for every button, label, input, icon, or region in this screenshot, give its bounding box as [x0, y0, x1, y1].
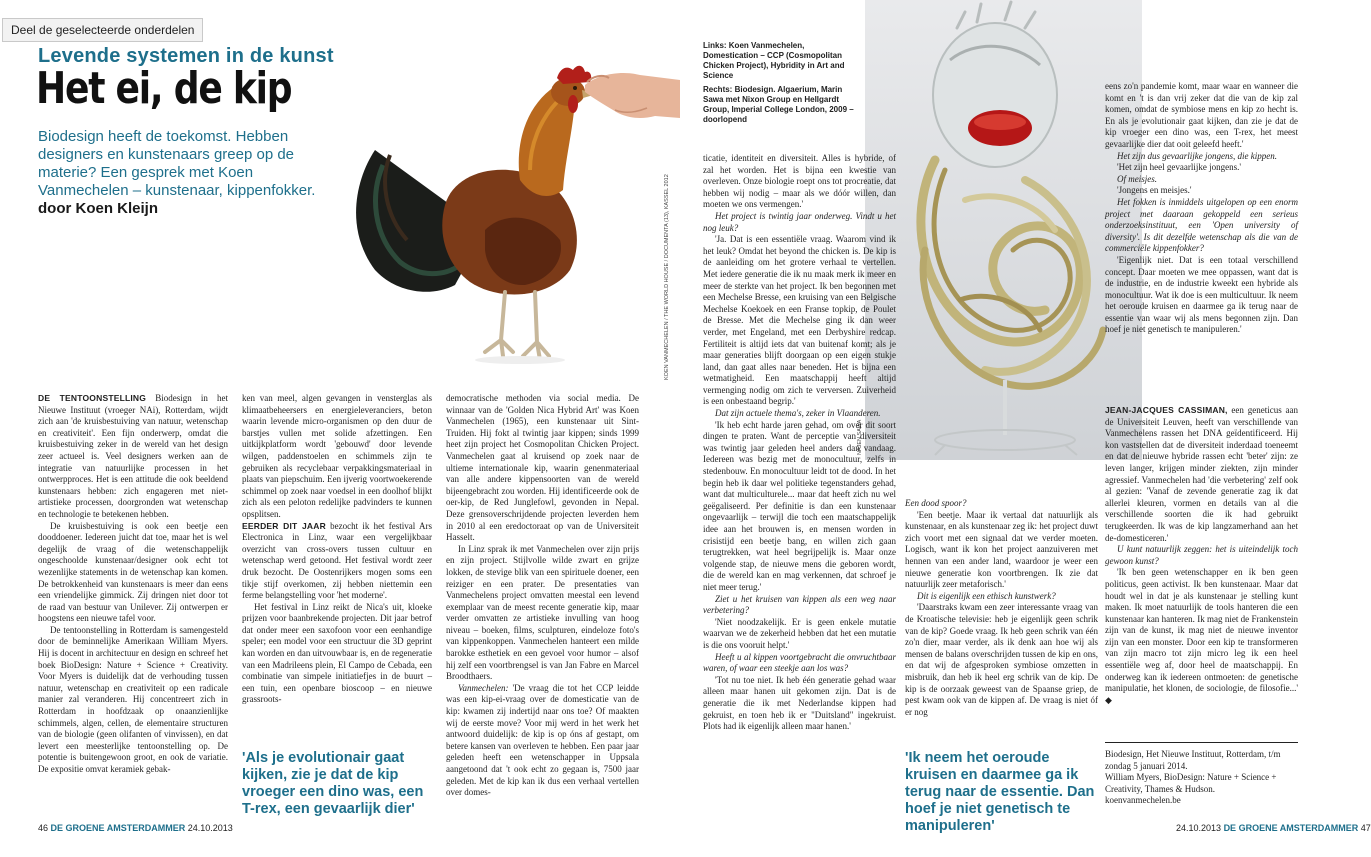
- paragraph-text: een geneticus aan de Universiteit Leuven, heeft van verschillende van Vanmechelens rassen het DNA geïdentificeerd. Hij kon vaststellen dat de diversiteit inderdaad toeneemt en dat de nieuwe hybride rassen echt 'beter' zijn: ze leven langer, krijgen minder ziekten, zijn minder agressief. Vanmechelen had 'die verbetering' zelf ook al gezien: 'Vanaf de zevende generatie zag ik dat allerlei kleuren, vormen en details van al die verschillende soorten die ik had gebruikt terugkeerden. Ik was de kip langzamerhand aan het de-domesticeren.': [1105, 405, 1299, 543]
- paragraph: [242, 602, 432, 706]
- info-box: [1105, 749, 1298, 809]
- column-6-top: [1105, 81, 1298, 381]
- paragraph: [703, 652, 896, 675]
- caption-right: Rechts: Biodesign. Algaerium, Marin Sawa met Nixon Group en Hellgardt Group, Imperial College London, 2009 – doorlopend: [703, 85, 854, 124]
- intro-byline: door Koen Kleijn: [38, 200, 158, 217]
- paragraph: [1105, 174, 1298, 186]
- paragraph-text: De tentoonstelling in Rotterdam is samengesteld door de beminnelijke Amerikaan William Myers. Hij is docent in architectuur en design en schreef het boek BioDesign: Nature + Science + Creativity. Voor Myers is duidelijk dat de verhouding tussen natuur, wetenschap en creativiteit op een radicale manier zal veranderen. Hij concentreert zich in Rotterdam in hoofdzaak op onaanzienlijke schimmels, algen, cellen, de elementaire structuren van de biologie (geen olifanten of vinvissen), en dat levert een meesterlijke tentoonstelling op. De potentie is buitengewoon groot, en ook de variatie. De expositie omvat keramiek gebak-: [38, 624, 228, 774]
- paragraph: [905, 591, 1098, 603]
- pullquote-left: 'Als je evolutionair gaat kijken, zie je dat de kip vroeger een dino was, een T-rex, een gevaarlijk dier': [242, 750, 424, 817]
- paragraph: [242, 521, 432, 602]
- lead-in: JEAN-JACQUES CASSIMAN,: [1105, 405, 1228, 415]
- paragraph-text: Een dood spoor?: [905, 498, 967, 508]
- paragraph-text: Heeft u al kippen voortgebracht die onvruchtbaar waren, of waar een steekje aan los was?: [703, 651, 896, 674]
- paragraph: [703, 211, 896, 234]
- folio-left: [38, 822, 233, 834]
- caption-left: Links: Koen Vanmechelen, Domestication – CCP (Cosmopolitan Chicken Project), Hybridity in Art and Science: [703, 41, 845, 80]
- paragraph: [446, 683, 639, 799]
- paragraph-text: Het zijn dus gevaarlijke jongens, die kippen.: [1117, 150, 1277, 161]
- rooster-photo: [335, 30, 680, 375]
- paragraph: [38, 393, 228, 521]
- speaker: Vanmechelen:: [458, 682, 509, 693]
- paragraph-text: Ziet u het kruisen van kippen als een weg naar verbetering?: [703, 593, 896, 616]
- paragraph: [703, 594, 896, 617]
- folio-right-date: 24.10.2013: [1176, 823, 1222, 833]
- paragraph: [1105, 197, 1298, 255]
- paragraph: [905, 498, 1098, 510]
- paragraph: [1105, 151, 1298, 163]
- column-6-bottom: [1105, 405, 1298, 735]
- paragraph: [38, 521, 228, 625]
- paragraph: [703, 420, 896, 594]
- paragraph-text: 'Ja. Dat is een essentiële vraag. Waarom vind ik het leuk? Omdat het beyond the chicken is. De kip is de aanleiding om het grotere verhaal te vertellen. Met iedere generatie die ik nu maak merk ik meer en meer de sterkte van het project. Ik ben begonnen met een Mechelse Bresse, een kruising van een Belgische Mechelse Koekoek en een Franse topkip, de Poulet de Bresse. Met die Mechelse ging ik dan weer verder, met Engeland, met een Derbyshire redcap. Fertiliteit is altijd iets dat van buitenaf komt; als je maar generaties blijft doorgaan op een eigen stukje land, dan gaat alles naar beneden. Het is bijna een wetmatigheid. Een maatschappij heeft altijd vermenging nodig om zich te verversen. Zuiverheid is een onbestaand begrip.': [703, 234, 896, 407]
- column-4: [703, 153, 896, 816]
- paragraph-text: bezocht ik het festival Ars Electronica in Linz, waar een vergelijkbaar overzicht van cross-overs tussen cultuur en wetenschap werd getoond. Het festival wordt zeer druk bezocht. De Oostenrijkers mogen soms een tikje stijf overkomen, zij hebben niettemin een ferme belangstelling voor 'het moderne'.: [242, 520, 432, 601]
- paragraph: [703, 153, 896, 211]
- paragraph: [446, 544, 639, 683]
- paragraph: [905, 602, 1098, 718]
- info-line-3: koenvanmechelen.be: [1105, 795, 1181, 806]
- folio-left-date: 24.10.2013: [187, 823, 233, 833]
- paragraph: [703, 234, 896, 408]
- paragraph-text: 'Eigenlijk niet. Dat is een totaal verschillend concept. Daar moeten we mee oppassen, want dat is de industrie, en de industrie kweekt een hybride als monocultuur. Wat ik doe is een multicultuur. Ik neem het oeroude kruisen en daarmee ga ik terug naar de essentie van waar wij als mens begonnen zijn. Dan hoef je niet genetisch te manipuleren.': [1105, 254, 1298, 335]
- paragraph-text: 'Jongens en meisjes.': [1117, 185, 1192, 196]
- paragraph-text: 'Tot nu toe niet. Ik heb één generatie gehad waar alleen maar hanen uit gekomen zijn. Dat is de generatie die ik met Nederlandse kippen had gekruist, en toen heb ik er "Duitsland" ingekruist. Plots had ik eigenlijk alleen maar hanen.': [703, 674, 896, 732]
- lead-in: EERDER DIT JAAR: [242, 520, 326, 531]
- algaerium-photo-credit: NAJEN SAWA: [857, 419, 863, 455]
- article-headline: Het ei, de kip: [36, 63, 292, 114]
- paragraph: [703, 408, 896, 420]
- paragraph-text: 'Daarstraks kwam een zeer interessante vraag van de Kroatische televisie: heb je eigenlijk geen schrik van de kip? Goede vraag. Ik heb geen schrik van één zo'n dier, maar verder, als ik denk aan hoe wij als mensen de balans overschrijden tussen de kip en ons, en dat wij de afgesproken symbiose omzetten in misbruik, dan heb ik heel erg schrik van de kip. De kip is de oorzaak geweest van de Spaanse griep, de pest kwam ook van de kippen af. De vraag is niet óf er nog: [905, 602, 1098, 717]
- column-5: [905, 498, 1098, 788]
- paragraph-text: ticatie, identiteit en diversiteit. Alles is hybride, of zal het worden. Het is bijna een kwestie van overleven. Onze biologie roept ons tot procreatie, dat hebben wij nodig – maar als we dóór willen, dan moeten we ons vermengen.': [703, 153, 896, 210]
- rooster-photo-credit: KOEN VANMECHELEN / THE WORLD HOUSE / DOCUMENTA (13), KASSEL 2012: [664, 174, 670, 380]
- paragraph: [703, 617, 896, 652]
- paragraph-text: U kunt natuurlijk zeggen: het is uiteindelijk toch gewoon kunst?: [1105, 544, 1298, 566]
- paragraph-text: 'Niet noodzakelijk. Er is geen enkele mutatie waarvan we de zekerheid hebben dat het een mutatie is die ons vooruit helpt.': [703, 616, 896, 650]
- info-line-2: William Myers, BioDesign: Nature + Science + Creativity, Thames & Hudson.: [1105, 772, 1277, 794]
- paragraph-text: Of meisjes.: [1117, 173, 1157, 184]
- paragraph: [242, 393, 432, 521]
- paragraph-text: Het project is twintig jaar onderweg. Vindt u het nog leuk?: [703, 210, 896, 233]
- intro-text: Biodesign heeft de toekomst. Hebben designers en kunstenaars greep op de materie? Een gesprek met Koen Vanmechelen – kunstenaar, kippenfokker.: [38, 128, 316, 199]
- paragraph-text: De kruisbestuiving is ook een beetje een dooddoener. Iedereen juicht dat toe, maar het is wel degelijk de vraag of die wetenschappelijk ongeschoolde kunstenaar/designer ook echt tot wezenlijke statements in de wetenschap kan komen. De betrokkenheid van kunstenaars is meer dan eens een vriendelijke gimmick. Zij dringen niet door tot de raad van bestuur van Unilever. Zij ontwerpen er hoogstens een nieuwe tafel voor.: [38, 520, 228, 624]
- paragraph: [1105, 162, 1298, 174]
- column-2: [242, 393, 432, 705]
- folio-left-page: 46: [38, 823, 49, 833]
- folio-right: [1176, 822, 1371, 834]
- info-box-rule: [1105, 742, 1298, 743]
- paragraph-text: In Linz sprak ik met Vanmechelen over zijn prijs en zijn project. Stijlvolle wilde zwart en grijze lokken, de stevige blik van een spirituele doener, een reiziger en een prater. De presentaties van Vanmechelens project omvatten meestal een levend exemplaar van de meest recente generatie kip, maar verder omvatten ze artistieke invulling van hoog niveau – boeken, films, sculpturen, eindeloze foto's van kippenkoppen. Vanmechelen hanteert een milde barokke esthetiek en een gevoel voor humor – alsof hij zelf een voortbrengsel is van Jan Fabre en Marcel Broodthaers.: [446, 543, 639, 682]
- paragraph-text: Dit is eigenlijk een ethisch kunstwerk?: [917, 590, 1056, 601]
- lead-in: DE TENTOONSTELLING: [38, 393, 147, 403]
- paragraph-text: 'Het zijn heel gevaarlijke jongens.': [1117, 162, 1241, 173]
- paragraph-text: 'De vraag die tot het CCP leidde was een kip-ei-vraag over de domesticatie van de kip: kwamen zij indertijd naar ons toe? Of maakten wij de eerste move? Voor mij werd in het werk het antwoord duidelijk: de kip is op óns af gestapt, om betere kansen van overleven te hebben. Een paar jaar geleden heeft een wetenschapper in Uppsala aangetoond dat 't ook echt zo gegaan is, 7500 jaar geleden. Met de kip kan ik dus een verhaal vertellen over domes-: [446, 682, 639, 798]
- paragraph: [1105, 405, 1298, 544]
- paragraph: [1105, 255, 1298, 336]
- paragraph: [1105, 185, 1298, 197]
- paragraph: [38, 625, 228, 776]
- folio-right-page: 47: [1360, 823, 1371, 833]
- folio-right-mag: DE GROENE AMSTERDAMMER: [1223, 823, 1359, 833]
- pullquote-right: 'Ik neem het oeroude kruisen en daarmee ga ik terug naar de essentie. Dan hoef je niet genetisch te manipuleren': [905, 750, 1095, 834]
- column-3: [446, 393, 639, 813]
- paragraph: [1105, 567, 1298, 706]
- paragraph-text: 'Ik heb echt harde jaren gehad, om over dit soort dingen te praten. Want de perceptie van diversiteit was twintig jaar geleden heel anders dan vandaag. Iedereen was bezig met de monocultuur, zelfs in stedenbouw. En monocultuur leidt tot de dood. In het begin heb ik daar wel politieke tegenstanders gehad, want dat multiculturele... maar dat heeft zich nu wel geëgaliseerd. Per definitie is dan een kunstenaar ongevaarlijk – terwijl die toch een maatschappelijk idee aan het brouwen is, en mensen worden in crisistijd een beetje bang, en willen zich gaan terugtrekken, wat heel begrijpelijk is. Maar onze volgende stap, de nieuwe mens die geboren wordt, die de wereld kan en mag verkennen, dat schroef je niet meer terug.': [703, 419, 896, 592]
- folio-left-mag: DE GROENE AMSTERDAMMER: [50, 823, 186, 833]
- paragraph-text: ken van meel, algen gevangen in vensterglas als klimaatbeheersers en energieleveranciers, beton waarin levende micro-organismen op den duur de barstjes vullen met solide afzettingen. Een uitkijkplatform wordt 'gebouwd' door levende wilgen, paddenstoelen en schimmels zijn te gebruiken als recyclebaar verpakkingsmateriaal in plaats van piepschuim. Een ijverig voortwoekerende schimmel op zoek naar voedsel in een doolhof blijkt zich als een peloton redelijke padvinders te kunnen opsplitsen.: [242, 393, 432, 519]
- article-intro: [38, 128, 338, 218]
- article-kicker: Levende systemen in de kunst: [38, 45, 334, 67]
- paragraph-text: Biodesign in het Nieuwe Instituut (vroeger NAi), Rotterdam, wijdt zich aan 'de kruisbestuiving van natuur, wetenschap en creativiteit'. Een fijn onderwerp, omdat die kruisbestuiving zeker in de wereld van het design zeer actueel is. Veel designers werken aan de integratie van natuurlijke processen in het ontwerpproces. Het is een attitude die ook beeldend kunstenaars hebben: zich engageren met niet-artistieke processen, doorgronden wat wetenschap en technologie te betekenen hebben.: [38, 393, 229, 519]
- paragraph: [1105, 544, 1298, 567]
- column-1: [38, 393, 228, 788]
- algaerium-photo: [865, 0, 1142, 460]
- paragraph: [1105, 81, 1298, 151]
- paragraph-text: eens zo'n pandemie komt, maar waar en wanneer die komt en 't is dan vrij zeker dat die van de kip zal komen, omdat de symbiose mens en kip zo hecht is. En als je evolutionair gaat kijken, dan zie je dat de kip vroeger een dino was, een T-rex, het meest gevaarlijke dier dat ooit geleefd heeft.': [1105, 81, 1298, 149]
- paragraph-text: 'Ik ben geen wetenschapper en ik ben geen politicus, geen activist. Ik ben kunstenaar. Maar dat houdt wel in dat je als kunstenaar je stelling kunt maken. Ik moet natuurlijk de tools hanteren die een kunstenaar kan hanteren. Ik mag niet de Frankenstein zijn van de kunst, ik mag niet de nieuwe inventor zijn van een monster. Door een kip te transformeren van zijn macro tot zijn micro leg ik een heel essentiële weg af, door heel de maatschappij. En onderweg kan ik iedereen ontmoeten: de genetische manipulatie, het klonen, de sociologie, de filosofie...' ◆: [1105, 567, 1298, 705]
- info-line-1: Biodesign, Het Nieuwe Instituut, Rotterdam, t/m zondag 5 januari 2014.: [1105, 749, 1281, 771]
- paragraph-text: democratische methoden via social media. De winnaar van de 'Golden Nica Hybrid Art' was Koen Vanmechelen (1965), een kunstenaar uit Sint-Truiden. Hij fokt al twintig jaar kippen; sinds 1999 heet zijn project het Cosmopolitan Chicken Project. Vanmechelen gaat al kruisend op zoek naar de ultieme internationale kip, waarin genenmateriaal van alle andere kippensoorten van de wereld bijeengebracht zou worden. Hij identificeerde ook de oer-kip, de Red Junglefowl, gevonden in Nepal. Deze grensoverschrijdende projecten leverden hem in 2010 al een eredoctoraat op van de Universiteit Hasselt.: [446, 393, 639, 543]
- paragraph: [703, 675, 896, 733]
- paragraph: [905, 510, 1098, 591]
- paragraph: [446, 393, 639, 544]
- paragraph-text: 'Een beetje. Maar ik vertaal dat natuurlijk als kunstenaar, en als kunstenaar zeg ik: het project duwt zich voort met een signaal dat we verder moeten. Logisch, want ik kon het project aanzuiveren met hennen van een ander land, waardoor je weer een nieuwe generatie kon voortbrengen. Ik zie dat natuurlijk zeer metaforisch.': [905, 509, 1098, 590]
- share-tooltip: Deel de geselecteerde onderdelen: [2, 18, 203, 42]
- paragraph-text: Het fokken is inmiddels uitgelopen op een enorm project met daaraan gekoppeld een serieus onderzoeksinstituut, een 'Open university of diversity'. Is dit dezelfde wetenschap als die van de commerciële kippenfokker?: [1105, 196, 1298, 254]
- paragraph-text: Dat zijn actuele thema's, zeker in Vlaanderen.: [715, 408, 881, 419]
- paragraph-text: Het festival in Linz reikt de Nica's uit, kloeke prijzen voor baanbrekende projecten. Dit jaar betrof dat onder meer een saxofoon voor een eenhandige speler; een model voor een structuur die 3D geprint kan worden en dan uitvouwbaar is, en de regeneratie van een Madrileens plein, El Campo de Cebada, een combinatie van simpele initiatiefjes in de buurt – een tuin, een openbare bioscoop – en nieuwe grassroots-: [242, 601, 432, 705]
